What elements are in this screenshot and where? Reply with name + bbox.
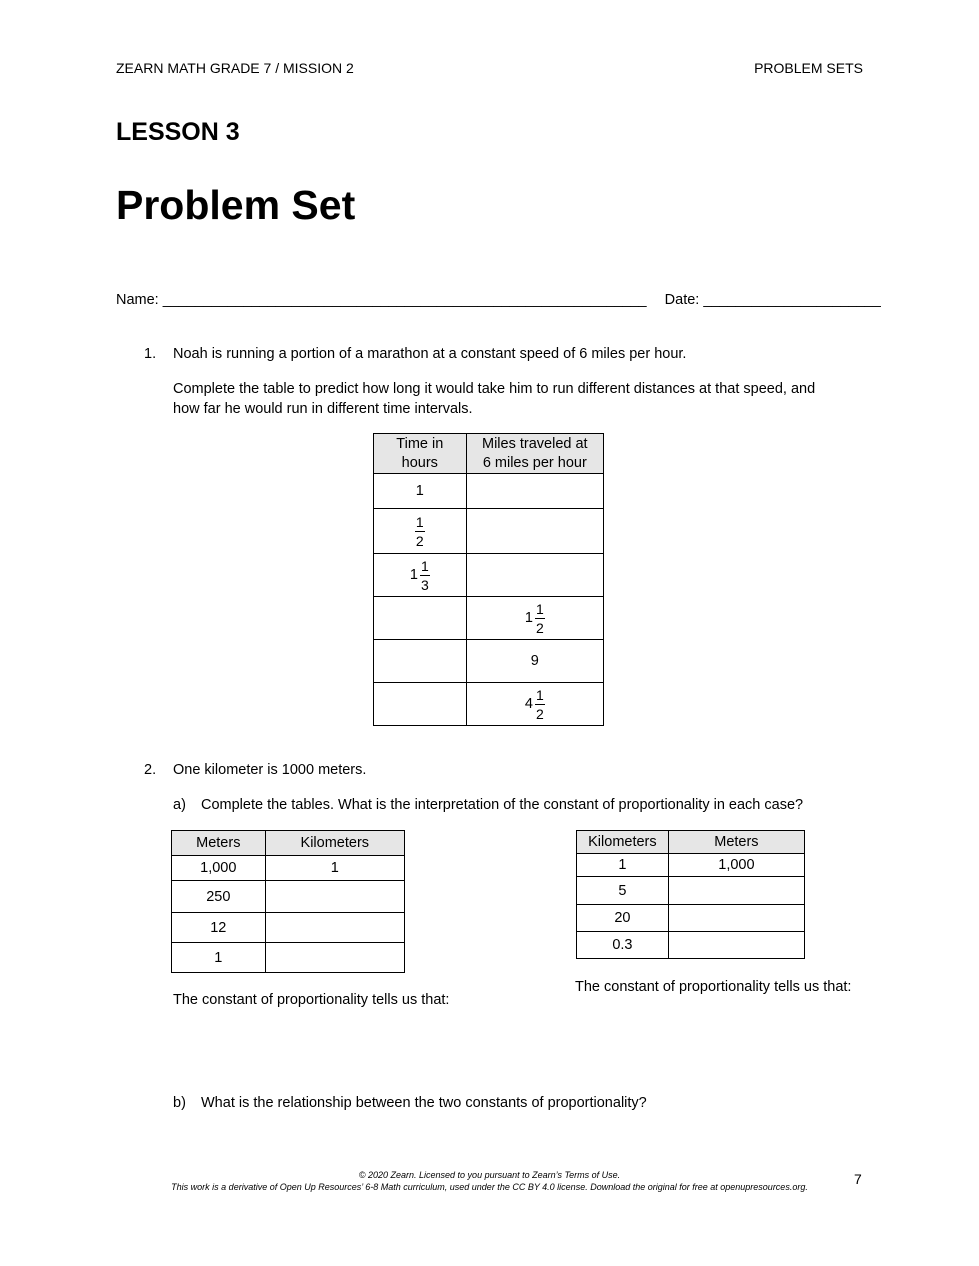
name-label: Name: (116, 292, 159, 308)
q1-r6-miles (466, 683, 603, 726)
q1-r1-time: 1 (374, 474, 467, 509)
answer-cell[interactable] (265, 881, 404, 913)
table-row: 1 1,000 (577, 854, 805, 877)
q2-left-header-col1: Meters (172, 831, 266, 856)
q1-header-miles: Miles traveled at 6 miles per hour (466, 434, 603, 474)
date-line[interactable]: ______________________ (703, 292, 881, 308)
q1-instruction (173, 379, 815, 419)
q1-number: 1. (144, 346, 157, 362)
q2a-text: Complete the tables. What is the interpretation of the constant of proportionality in each case? (201, 797, 804, 813)
q1-instruction-line1: Complete the table to predict how long it would take him to run different distances at that speed, and (173, 381, 816, 397)
table-row (374, 683, 604, 726)
table-row: 0.3 (577, 932, 805, 959)
footer-license: This work is a derivative of Open Up Resources’ 6-8 Math curriculum, used under the CC BY 4.0 license. Download the original for free at openupresources.org. (171, 1182, 808, 1192)
answer-cell[interactable] (668, 877, 804, 905)
fraction: $\frac{1}{2}$ (415, 513, 424, 549)
table-row (374, 509, 604, 554)
q1-r2-time (374, 509, 467, 554)
lesson-label: LESSON 3 (116, 118, 240, 146)
table-row: 1,000 1 (172, 856, 405, 881)
table-row (374, 640, 604, 683)
q1-r4-time-blank[interactable] (374, 597, 467, 640)
q1-table-header (374, 434, 604, 474)
mixed-number: 1 $\frac{1}{3}$ (409, 557, 429, 593)
header-left: ZEARN MATH GRADE 7 / MISSION 2 (116, 60, 354, 76)
q1-r5-time-blank[interactable] (374, 640, 467, 683)
answer-cell[interactable] (265, 913, 404, 943)
header-right: PROBLEM SETS (754, 60, 863, 76)
q1-r4-miles (466, 597, 603, 640)
answer-cell[interactable] (668, 932, 804, 959)
table-row: 1 (172, 943, 405, 973)
q1-r5-miles: 9 (466, 640, 603, 683)
constant-right-text: The constant of proportionality tells us that: (575, 979, 852, 995)
name-date-row (116, 292, 881, 308)
q1-r3-miles-blank[interactable] (466, 554, 603, 597)
q1-r3-time (374, 554, 467, 597)
q1-text: Noah is running a portion of a marathon at a constant speed of 6 miles per hour. (173, 346, 687, 362)
q2-left-header (172, 831, 405, 856)
page-title: Problem Set (116, 182, 356, 228)
name-line[interactable]: ____________________________________________________________ (162, 292, 647, 308)
table-row: 20 (577, 905, 805, 932)
q1-table (373, 433, 604, 726)
q2-text: One kilometer is 1000 meters. (173, 762, 367, 778)
q2-right-header-col1: Kilometers (577, 831, 669, 854)
mixed-number: 4 $\frac{1}{2}$ (524, 686, 544, 722)
q2-table-meters-km (171, 830, 405, 973)
table-row: 250 (172, 881, 405, 913)
date-label: Date: (664, 292, 700, 308)
q2-table-km-meters (576, 830, 805, 959)
table-row: 5 (577, 877, 805, 905)
answer-cell[interactable] (265, 943, 404, 973)
q2a-label: a) (173, 797, 186, 813)
mixed-number: 1 $\frac{1}{2}$ (524, 600, 544, 636)
q2b-label: b) (173, 1095, 186, 1111)
q2-left-header-col2: Kilometers (265, 831, 404, 856)
table-row: 12 (172, 913, 405, 943)
q1-r6-time-blank[interactable] (374, 683, 467, 726)
answer-cell[interactable] (668, 905, 804, 932)
q1-instruction-line2: how far he would run in different time intervals. (173, 401, 473, 417)
q2-right-header-col2: Meters (668, 831, 804, 854)
q2-right-header (577, 831, 805, 854)
table-row (374, 554, 604, 597)
table-row (374, 474, 604, 509)
table-row (374, 597, 604, 640)
q2-number: 2. (144, 762, 157, 778)
q1-r2-miles-blank[interactable] (466, 509, 603, 554)
q1-r1-miles-blank[interactable] (466, 474, 603, 509)
constant-left-text: The constant of proportionality tells us that: (173, 992, 450, 1008)
footer-copyright: © 2020 Zearn. Licensed to you pursuant to Zearn’s Terms of Use. (358, 1170, 621, 1180)
page-number: 7 (854, 1171, 862, 1187)
q1-header-time: Time in hours (374, 434, 467, 474)
q2b-text: What is the relationship between the two constants of proportionality? (201, 1095, 647, 1111)
